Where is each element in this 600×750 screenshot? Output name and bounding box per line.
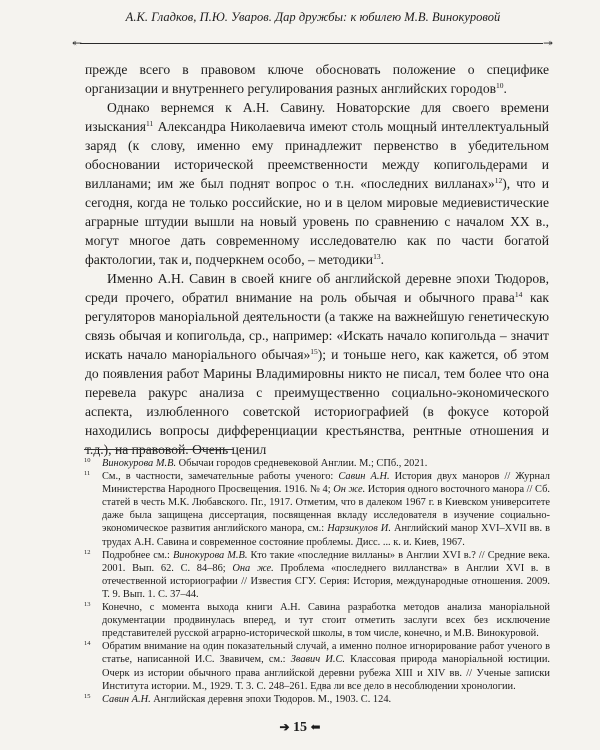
footnote-15 — [84, 693, 550, 706]
footnote-ref-13: 13 — [373, 252, 381, 261]
paragraph-3: Именно А.Н. Савин в своей книге об английской деревне эпохи Тюдоров, среди прочего, обратил внимание на роль обычая и обычного права$^{14}$ как регуляторов маноріальной деятельности (а также на важнейшую генетическую связь обычая и копигольда, ср., например: «Искать начало копигольда – значит искать начало маноріального обычая»$^{15}$); и тоньше него, как кажется, об этом до появления работ Марины Владимировны никто не писал, тем более что она перевела ракурс анализа с преимущественно социально-экономического аспекта, излюбленного советской историографией (в фокусе которой находились вопросы дифференциации крестьянства, рентные отношения и т.д.), на правовой. Очень ценил — [85, 271, 550, 457]
footnote-text: Английская деревня эпохи Тюдоров. М., 1903. С. 124. — [150, 693, 392, 705]
footnote-number: 14 — [84, 640, 91, 648]
footnote-text: История одного восточного манора // Сб. статей в честь М.К. Любавского. Пг., 1917. Отметим, что в далеком 1967 г. в Киевском университете даже была защищена диссертация, посвященная вкладу исследователя в изучение социально-экономическое развития английского манора, см.: — [102, 484, 550, 535]
footer-left-arrow-icon: ⬅ — [310, 720, 321, 734]
footnote-12 — [84, 549, 550, 601]
footnote-text: Винокурова М.В. — [172, 549, 248, 561]
footnote-text: Савин А.Н. — [338, 471, 390, 483]
footer-right-arrow-icon: ➔ — [279, 720, 290, 734]
footnote-text: Подробнее см.: — [102, 549, 173, 561]
footnote-ref-14: 14 — [514, 290, 523, 299]
footnote-text: Винокурова М.В. — [102, 458, 177, 469]
footnote-text: История двух маноров // Журнал Министерства Народного Просвещения. 1916. № 4; — [102, 471, 550, 496]
footnote-text: Проблема «последнего вилланства» в Англии XVI в. в отечественной историографии // Известия СГУ. Серия: История, международные отношения. 2009. Т. 9. Вып. 1. С. 37–44. — [102, 562, 550, 600]
footnote-number: 12 — [84, 548, 91, 556]
page-number: 15 — [293, 720, 307, 735]
footnotes-list — [84, 457, 550, 706]
footnote-text: Английский манор XVI–XVII вв. в трудах А.Н. Савина и современное состояние проблемы. Дисс. ... к. и. Киев, 1967. — [102, 523, 551, 548]
footnote-11 — [84, 470, 550, 549]
footnote-13 — [84, 601, 550, 640]
footnote-number: 10 — [84, 457, 91, 464]
footnote-14 — [84, 640, 550, 692]
footnote-text: Классовая природа маноріальной юстиции. Очерк из истории обычного права английской деревни рубежа XIII и XIV вв. // Ученые записки Института истории. М., 1929. Т. 3. С. 248–261. Едва ли все дело в несоблюдении хронологии. — [102, 654, 550, 692]
footnote-number: 15 — [84, 692, 91, 700]
header-right-arrow-icon: ↠ — [543, 36, 554, 50]
footnote-text: Конечно, с момента выхода книги А.Н. Савина разработка методов анализа маноріальной документации продвинулась вперед, и тут стоит отметить заслуги всех без исключение представителей русской аграрно-исторической школы, в том числе, конечно, и М.В. Винокуровой. — [102, 602, 550, 640]
footnote-text: Она же. — [232, 562, 274, 574]
paragraph-2: Однако вернемся к А.Н. Савину. Новаторские для своего времени изыскания$^{11}$ Александра Николаевича имеют столь мощный интеллектуальный заряд (к слову, именно ему принадлежит первенство в убедительном обосновании исторической преемственности между копигольдерами и вилланами; им же был поднят вопрос о т.н. «последних вилланах»$^{12}$), что и сегодня, когда не только российские, но и в целом мировые медиевистические аграрные штудии вышли на новый уровень по сравнению с началом XX в., могут многое дать современному исследователю как по части богатой фактологии, так и, подчеркнем особо, – методики$^{13}$. — [85, 100, 549, 267]
page-footer — [0, 720, 600, 736]
header-left-arrow-icon: ↞ — [72, 36, 83, 50]
footnote-text: Он же. — [333, 484, 366, 496]
footnote-text: См., в частности, замечательные работы ученого: — [102, 471, 339, 483]
footnote-number: 13 — [84, 601, 91, 609]
main-text — [85, 60, 549, 459]
footnote-text: Звавич И.С. — [290, 654, 345, 666]
footnote-text: Обычаи городов средневековой Англии. М.; СПб., 2021. — [176, 458, 428, 469]
footnote-text: Савин А.Н. — [102, 693, 151, 705]
footnote-text: Обратим внимание на один показательный случай, а именно полное игнорирование работ ученого в статье, написанной И.С. Звавичем, см.: — [102, 641, 550, 666]
footnote-ref-12: 12 — [494, 176, 503, 185]
footnote-ref-10: 10 — [496, 81, 504, 90]
footnote-text: Кто такие «последние вилланы» в Англии XVI в.? // Средние века. 2001. Вып. 62. С. 84–86; — [102, 549, 550, 574]
footnote-10 — [84, 457, 550, 470]
footnote-ref-15: 15 — [310, 347, 318, 356]
footnote-separator — [84, 449, 234, 450]
paragraph-1: прежде всего в правовом ключе обосновать положение о специфике организации и внутреннего регулирования разных английских городов$^{10}$. — [85, 62, 549, 96]
running-header: А.К. Гладков, П.Ю. Уваров. Дар дружбы: к юбилею М.В. Винокуровой — [125, 10, 501, 24]
footnote-number: 11 — [84, 470, 91, 478]
footnote-ref-11: 11 — [146, 119, 154, 128]
footnote-text: Нарзикулов И. — [327, 523, 391, 535]
header-rule — [80, 43, 543, 44]
